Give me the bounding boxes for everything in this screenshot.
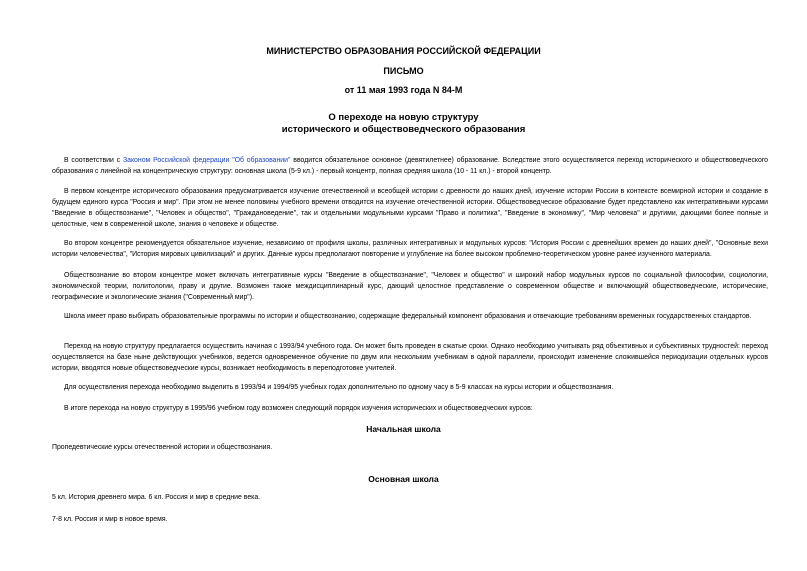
paragraph-7: Для осуществления перехода необходимо выделить в 1993/94 и 1994/95 учебных годах дополнительно по одному часу в 5-9 классах на курсы истории и обществознания. <box>64 384 614 391</box>
paragraph-3: Во втором концентре рекомендуется обязательное изучение, независимо от профиля школы, различных интегративных и модульных курсов: "История России с древнейших времен до наших дней", "Основные вехи истории человечества", "История мировых цивилизаций" и других. Данные курсы предполагают повторение и углубление на более высоком проблемно-теоретическом уровне ранее изученного материала. <box>52 240 768 258</box>
section-basic-item-2: 7-8 кл. Россия и мир в новое время. <box>52 516 168 523</box>
paragraph-4: Обществознание во втором концентре может включать интегративные курсы "Введение в обществознание", "Человек и общество" и широкий набор модульных курсов по социальной философии, социологии, экономической теории, политологии, праву и другие. Возможен также междисциплинарный курс, дающий целостное представление о современном обществе и включающий обществоведческие, исторические, географические и экологические знания ("Современный мир"). <box>52 272 768 301</box>
paragraph-6: Переход на новую структуру предлагается осуществить начиная с 1993/94 учебного года. Он может быть проведен в сжатые сроки. Однако необходимо учитывать ряд объективных и субъективных трудностей: переход осуществляется на базе ныне действующих учебников, ведется одновременное обучение по двум или нескольким учебникам в одной параллели, происходит изменение сложившейся периодизации отдельных курсов истории, вводятся новые обществоведческие курсы, возникает необходимость в переподготовке учителей. <box>52 343 768 372</box>
document-title-line2: исторического и обществоведческого образования <box>281 124 526 135</box>
paragraph-8: В итоге перехода на новую структуру в 1995/96 учебном году возможен следующий порядок изучения исторических и обществоведческих курсов: <box>64 405 533 412</box>
paragraph-1 <box>52 155 768 177</box>
section-basic-item-1: 5 кл. История древнего мира. 6 кл. Россия и мир в средние века. <box>52 494 261 501</box>
section-primary-title: Начальная школа <box>366 424 441 434</box>
section-primary-text: Пропедевтические курсы отечественной истории и обществознания. <box>52 444 273 451</box>
paragraph-1-start: В соответствии с <box>64 157 123 164</box>
paragraph-5: Школа имеет право выбирать образовательные программы по истории и обществознанию, содержащие федеральный компонент образования и отвечающие требованиям временных государственных стандартов. <box>64 313 752 320</box>
law-link[interactable]: Законом Российской федерации "Об образовании" <box>122 157 291 164</box>
document-date-number: от 11 мая 1993 года N 84-М <box>344 85 463 95</box>
document-title-line1: О переходе на новую структуру <box>328 112 479 123</box>
document-type: ПИСЬМО <box>383 66 424 76</box>
ministry-heading: МИНИСТЕРСТВО ОБРАЗОВАНИЯ РОССИЙСКОЙ ФЕДЕРАЦИИ <box>266 46 541 56</box>
section-basic-title: Основная школа <box>368 474 439 484</box>
paragraph-1-end: вводится обязательное основное (девятилетнее) образование. Вследствие этого осуществляется переход исторического и обществоведческого образования с линейной на концентрическую структуру: основная школа (5-9 кл.) - первый концентр, полная средняя школа (10 - 11 кл.) - второй концентр. <box>52 157 769 175</box>
paragraph-2: В первом концентре исторического образования предусматривается изучение отечественной и всеобщей истории с древности до наших дней, изучение истории России в контексте всемирной истории и создание в будущем единого курса "Россия и мир". При этом не менее половины учебного времени отводится на изучение отечественной истории. Обществоведческое образование будет представлено как интегративными курсами "Введение в обществознание", "Человек и общество", "Граждановедение", так и отдельными модульными курсами "Право и политика", "Введение в экономику", "Мир человека" и другими, дающими более полные и целостные, чем в современной школе, знания о человеке и обществе. <box>52 188 768 228</box>
